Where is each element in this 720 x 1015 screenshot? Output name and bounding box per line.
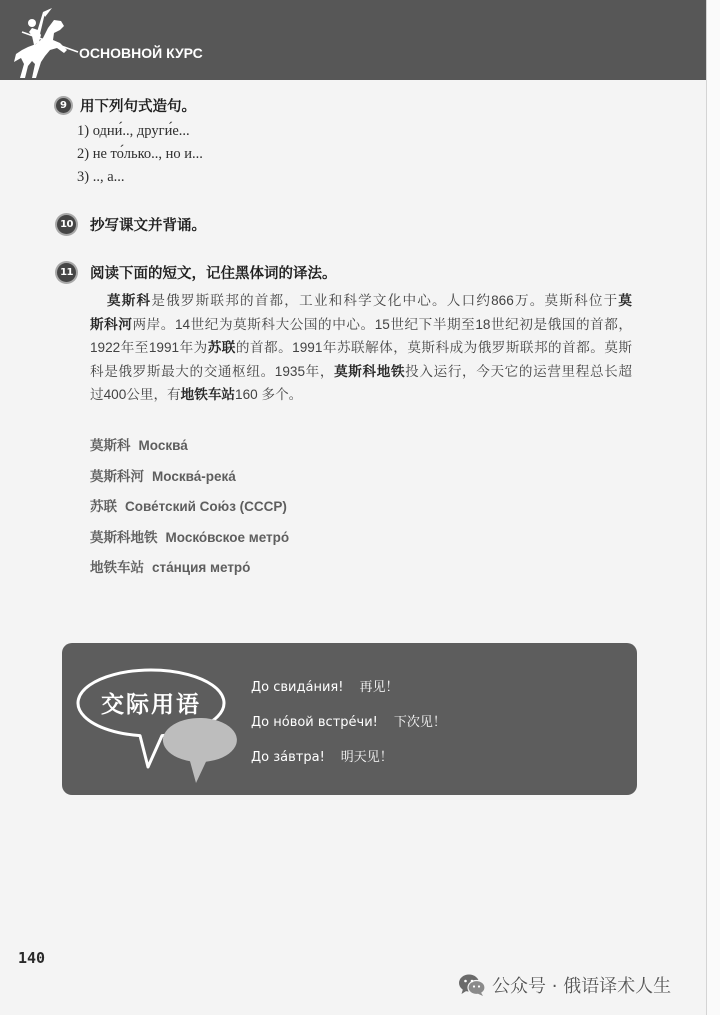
text-run: 科是俄罗斯最大的交通枢纽。1935年， — [90, 363, 335, 379]
glossary-term-ru: Сове́тский Сою́з (СССР) — [125, 499, 287, 514]
passage-line — [90, 289, 632, 313]
horse-rider-icon — [8, 2, 80, 80]
glossary-term-zh: 莫斯科 — [90, 438, 131, 453]
phrases-label: 交际用语 — [101, 692, 201, 718]
glossary-item — [90, 553, 289, 584]
key-term: 莫斯科地铁 — [334, 363, 406, 379]
course-header — [0, 0, 706, 80]
phrase-item — [251, 670, 446, 705]
key-term: 莫斯科 — [107, 293, 152, 308]
passage-line — [90, 360, 632, 384]
exercise-10-heading — [57, 213, 206, 235]
glossary-term-ru: Москва́ — [138, 438, 188, 453]
wechat-icon — [458, 973, 486, 997]
exercise-instruction: 用下列句式造句。 — [80, 97, 196, 115]
text-run: 投入运行，今天它的运营里程总长超 — [405, 363, 632, 379]
phrase-ru: До свида́ния! — [251, 680, 344, 695]
exercise-number-badge: 10 — [57, 215, 76, 234]
glossary-term-ru: ста́нция метро́ — [152, 560, 251, 575]
exercise-instruction: 阅读下面的短文，记住黑体词的译法。 — [90, 264, 337, 282]
phrase-zh: 下次见！ — [393, 715, 446, 730]
page-number: 140 — [18, 949, 46, 967]
exercise-9-heading — [56, 94, 196, 116]
key-term: 莫 — [618, 293, 632, 308]
exercise-number-badge: 11 — [57, 263, 76, 282]
phrase-list — [251, 670, 446, 775]
sentence-pattern: 1) одни́.., други́е... — [77, 123, 190, 139]
page-edge — [706, 0, 720, 1015]
glossary-item — [90, 431, 289, 462]
course-title: ОСНОВНОЙ КУРС — [79, 45, 203, 61]
exercise-number-badge: 9 — [56, 98, 71, 113]
text-run: 160 多个。 — [235, 387, 303, 402]
glossary-term-zh: 莫斯科河 — [90, 468, 144, 484]
text-run: 1922年至1991年为 — [90, 340, 208, 355]
key-term: 地铁车站 — [180, 387, 236, 402]
passage-line — [90, 383, 632, 407]
glossary-term-ru: Моско́вское метро́ — [165, 529, 290, 545]
text-run: 两岸。14世纪为莫斯科大公国的中心。15世纪下半期至18世纪初是俄国的首都， — [132, 316, 633, 332]
passage-line — [90, 336, 632, 360]
watermark-text: 公众号 · 俄语译术人生 — [492, 976, 672, 997]
reading-passage — [90, 289, 632, 407]
phrase-ru: До за́втра! — [251, 750, 325, 765]
glossary-term-zh: 莫斯科地铁 — [90, 529, 158, 545]
glossary-list — [90, 431, 289, 584]
phrase-item — [251, 705, 446, 740]
exercise-instruction: 抄写课文并背诵。 — [90, 216, 206, 234]
watermark — [458, 971, 671, 999]
phrase-ru: До но́вой встре́чи! — [251, 715, 378, 730]
key-term: 斯科河 — [90, 316, 133, 332]
glossary-item — [90, 523, 289, 554]
phrase-zh: 再见！ — [359, 680, 399, 695]
glossary-item — [90, 462, 289, 493]
exercise-11-heading — [57, 261, 337, 283]
sentence-pattern: 3) .., а... — [77, 169, 125, 185]
key-term: 苏联 — [207, 340, 236, 355]
text-run: 的首都。1991年苏联解体，莫斯科成为俄罗斯联邦的首都。莫斯 — [235, 340, 633, 355]
text-run: 过400公里，有 — [90, 387, 181, 402]
speech-bubble-gray — [163, 718, 237, 783]
glossary-term-ru: Москва́-река́ — [152, 468, 236, 484]
phrase-zh: 明天见！ — [340, 750, 393, 765]
glossary-item — [90, 492, 289, 523]
glossary-term-zh: 苏联 — [90, 499, 117, 514]
sentence-pattern-list — [77, 120, 203, 189]
sentence-pattern: 2) не то́лько.., но и... — [77, 146, 203, 162]
phrase-item — [251, 740, 446, 775]
glossary-term-zh: 地铁车站 — [90, 560, 144, 575]
passage-line — [90, 313, 632, 337]
communication-phrases-box — [62, 643, 637, 795]
text-run: 是俄罗斯联邦的首都，工业和科学文化中心。人口约866万。莫斯科位于 — [151, 293, 619, 308]
